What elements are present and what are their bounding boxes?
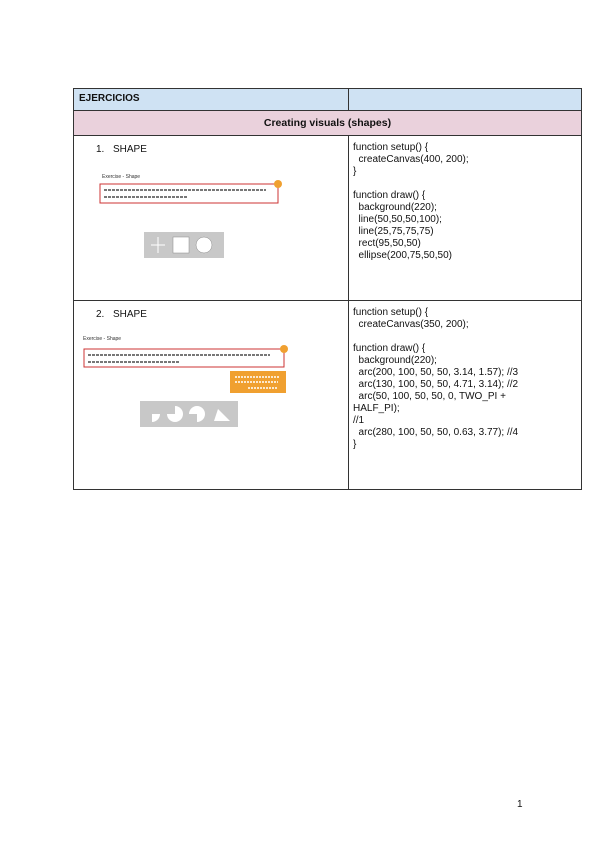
exercises-table xyxy=(73,88,582,490)
thumb-heading: Exercise - Shape xyxy=(102,174,141,180)
section-row xyxy=(74,111,582,136)
header-left-cell: EJERCICIOS xyxy=(74,89,349,111)
header-right-cell xyxy=(349,89,582,111)
exercise-row xyxy=(74,136,582,301)
code-block: function setup() { createCanvas(400, 200); } function draw() { background(220); line(50,50,50,100); line(25,75,75,75) rect(95,50,50) ellipse(200,75,50,50) xyxy=(353,142,469,261)
thumb-badge-icon xyxy=(274,180,282,188)
thumb-heading: Exercise - Shape xyxy=(83,336,122,342)
exercise-screenshot xyxy=(98,170,308,266)
exercise-number: 2. xyxy=(96,309,105,320)
exercise-left-cell xyxy=(74,301,349,490)
exercise-title-text: SHAPE xyxy=(113,144,147,155)
exercise-title xyxy=(96,309,348,320)
thumb-badge-icon xyxy=(280,345,288,353)
exercise-title xyxy=(96,144,348,155)
thumb-instruction-box xyxy=(84,349,284,367)
thumb-instruction-box xyxy=(100,184,278,203)
exercise-code-cell xyxy=(349,136,582,301)
code-block: function setup() { createCanvas(350, 200); function draw() { background(220); arc(200, 100, 50, 50, 3.14, 1.57); //3 arc(130, 100, 50, 50, 4.71, 3.14); //2 arc(50, 100, 50, 50, 0, TWO_PI + HALF_PI); //1 arc(280, 100, 50, 50, 0.63, 3.77); //4 } xyxy=(353,307,519,450)
thumb-circle xyxy=(196,237,212,253)
section-title: Creating visuals (shapes) xyxy=(74,111,582,136)
page-number: 1 xyxy=(517,799,523,810)
exercise-title-text: SHAPE xyxy=(113,309,147,320)
exercise-code-cell xyxy=(349,301,582,490)
exercise-left-cell xyxy=(74,136,349,301)
exercise-screenshot xyxy=(80,331,300,431)
table-header-row xyxy=(74,89,582,111)
exercise-number: 1. xyxy=(96,144,105,155)
thumb-square xyxy=(173,237,189,253)
exercise-row xyxy=(74,301,582,490)
